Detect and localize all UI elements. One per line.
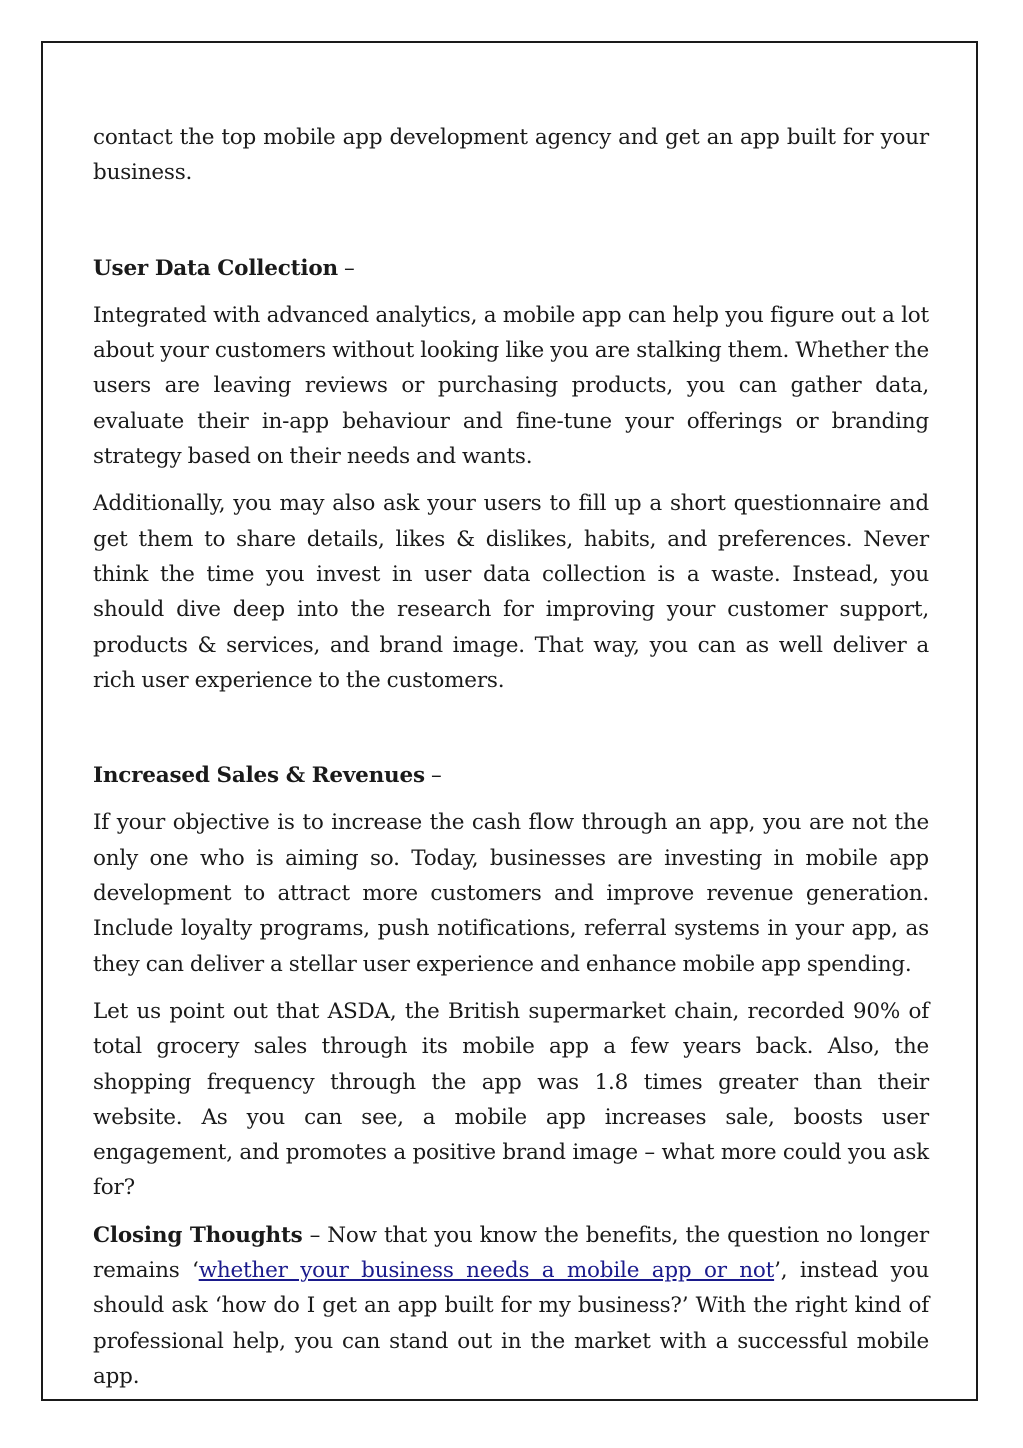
user-data-paragraph-1: Integrated with advanced analytics, a mobile app can help you figure out a lot about your customers without looking like you are stalking them. Whether the users are leaving reviews or purchasing products, you can gather data, evaluate their in-app behaviour and fine-tune your offerings or branding strategy based on their needs and wants. (93, 302, 929, 470)
section-heading-sales (93, 758, 929, 793)
closing-text-before-link: – Now that you know the benefits, the question no longer remains ‘ (93, 1222, 929, 1284)
user-data-paragraph-2: Additionally, you may also ask your users to fill up a short questionnaire and get them to share details, likes & dislikes, habits, and preferences. Never think the time you invest in user data collection is a waste. Instead, you should dive deep into the research for improving your customer support, products & services, and brand image. That way, you can as well deliver a rich user experience to the customers. (93, 491, 929, 693)
closing-paragraph (93, 1218, 929, 1394)
section-heading-user-data-dash: – (337, 255, 355, 281)
section-heading-user-data-title: User Data Collection (93, 255, 338, 281)
closing-label: Closing Thoughts (93, 1222, 303, 1248)
section-heading-sales-dash: – (424, 763, 442, 789)
section-spacer (93, 710, 929, 758)
intro-paragraph: contact the top mobile app development agency and get an app built for your business. (93, 125, 929, 186)
closing-text-after-link: ’, instead you should ask ‘how do I get an app built for my business?’ With the right kind of professional help, you can stand out in the market with a successful mobile app. (93, 1258, 929, 1389)
sales-paragraph-2: Let us point out that ASDA, the British supermarket chain, recorded 90% of total grocery sales through its mobile app a few years back. Also, the shopping frequency through the app was 1.8 times greater than their website. As you can see, a mobile app increases sale, boosts user engagement, and promotes a positive brand image – what more could you ask for? (93, 998, 929, 1201)
section-spacer (93, 203, 929, 251)
business-needs-app-link[interactable]: whether your business needs a mobile app or not (198, 1258, 775, 1284)
section-heading-user-data (93, 251, 929, 286)
document-body (93, 120, 929, 1406)
section-heading-sales-title: Increased Sales & Revenues (93, 763, 425, 789)
sales-paragraph-1: If your objective is to increase the cash flow through an app, you are not the only one who is aiming so. Today, businesses are investing in mobile app development to attract more customers and improve revenue generation. Include loyalty programs, push notifications, referral systems in your app, as they can deliver a stellar user experience and enhance mobile app spending. (93, 810, 929, 977)
